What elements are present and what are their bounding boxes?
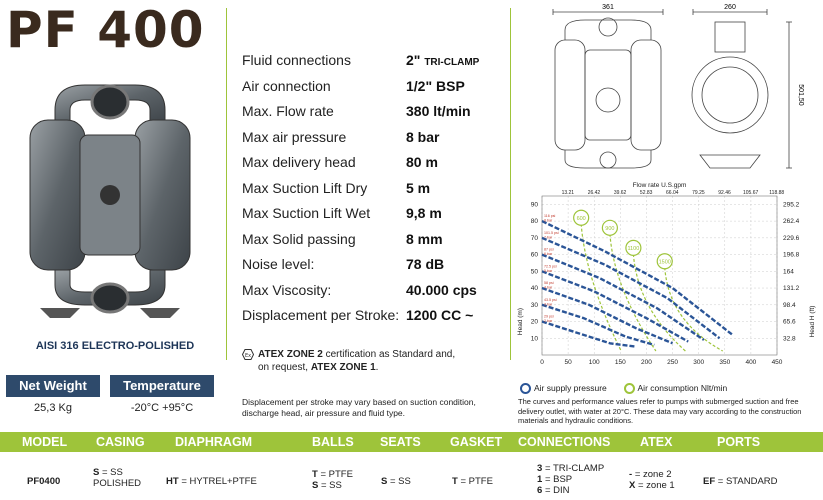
temperature-header: Temperature — [110, 375, 214, 397]
y-right-tick-label: 65.6 — [783, 318, 796, 326]
y-tick-label: 30 — [530, 301, 538, 309]
net-weight-header: Net Weight — [6, 375, 100, 397]
x-top-tick-label: 66.04 — [666, 190, 679, 196]
series-label: 8 bar — [544, 218, 553, 223]
x-top-tick-label: 92.46 — [718, 190, 731, 196]
series-label: 6 bar — [544, 252, 553, 257]
x-tick-label: 350 — [719, 359, 731, 366]
code-header-seats: SEATS — [380, 435, 421, 449]
x-top-axis-title: Flow rate U.S.gpm — [632, 182, 687, 189]
y-right-tick-label: 196.8 — [783, 251, 800, 259]
consumption-label: 600 — [576, 215, 586, 222]
net-weight-value: 25,3 Kg — [34, 402, 72, 414]
code-header-casing: CASING — [96, 435, 145, 449]
code-header-model: MODEL — [22, 435, 68, 449]
x-tick-label: 0 — [540, 359, 544, 366]
series-label: 2 bar — [544, 319, 553, 324]
series-label: 7 bar — [544, 235, 553, 240]
code-header-diaphragm: DIAPHRAGM — [175, 435, 253, 449]
code-balls: T = PTFE S = SS — [312, 469, 353, 491]
y-tick-label: 20 — [530, 318, 538, 326]
series-label: 58 psi — [544, 281, 554, 286]
x-tick-label: 150 — [614, 359, 626, 366]
code-diaphragm: HT = HYTREL+PTFE — [166, 476, 257, 487]
temperature-value: -20°C +95°C — [130, 402, 194, 414]
series-label: 72.5 psi — [544, 264, 557, 269]
x-top-tick-label: 52.83 — [639, 190, 653, 196]
x-top-tick-label: 79.25 — [692, 190, 705, 196]
drawing-height-dim: 501,50 — [797, 84, 804, 106]
y-tick-label: 40 — [530, 285, 538, 293]
series-label: 87 psi — [544, 247, 554, 252]
x-tick-label: 100 — [588, 359, 600, 366]
y-right-axis-title: Head H (ft) — [809, 305, 816, 338]
series-label: 5 bar — [544, 268, 553, 273]
x-tick-label: 250 — [667, 359, 678, 366]
atex-hexagon-icon — [242, 349, 254, 360]
series-label: 29 psi — [544, 314, 554, 319]
y-right-tick-label: 164 — [783, 268, 794, 276]
curve-note: The curves and performance values refer to pumps with submerged suction and free delivery outlet, with water at 20°C. These data may vary according to the construction materials and hydraulic conditions. — [518, 397, 802, 425]
x-top-tick-label: 105.67 — [742, 190, 759, 196]
consumption-label: 1500 — [658, 259, 671, 266]
pressure-legend-icon — [520, 383, 531, 394]
x-top-tick-label: 13.21 — [561, 190, 575, 196]
series-label: 43.5 psi — [544, 297, 557, 302]
consumption-legend-icon — [624, 383, 635, 394]
x-tick-label: 450 — [771, 359, 783, 366]
y-tick-label: 90 — [530, 201, 538, 209]
chart-legend — [520, 383, 727, 394]
code-model: PF0400 — [27, 476, 61, 487]
pump-photo — [10, 80, 210, 320]
code-header-bar — [0, 432, 823, 452]
code-header-atex: ATEX — [640, 435, 673, 449]
code-seats: S = SS — [381, 476, 411, 487]
series-label: 101.5 psi — [544, 230, 559, 235]
y-tick-label: 10 — [530, 335, 538, 343]
code-gasket: T = PTFE — [452, 476, 493, 487]
x-top-tick-label: 26.42 — [587, 190, 601, 196]
legend-pressure-label: Air supply pressure — [534, 383, 607, 393]
y-tick-label: 50 — [530, 268, 538, 276]
y-right-tick-label: 131.2 — [783, 285, 800, 293]
consumption-label: 900 — [605, 225, 615, 232]
code-connections: 3 = TRI-CLAMP 1 = BSP 6 = DIN — [537, 463, 605, 496]
performance-chart — [512, 180, 823, 380]
y-tick-label: 80 — [530, 218, 538, 226]
code-casing: S = SS POLISHED — [93, 467, 142, 489]
y-right-tick-label: 295.2 — [783, 201, 800, 209]
code-header-connections: CONNECTIONS — [518, 435, 611, 449]
series-label: 4 bar — [544, 285, 553, 290]
dimension-drawing — [525, 0, 823, 178]
column-divider-right — [510, 8, 511, 360]
column-divider-left — [226, 8, 227, 360]
x-tick-label: 400 — [745, 359, 757, 366]
legend-consumption-label: Air consumption Nlt/min — [637, 383, 728, 393]
consumption-label: 1100 — [627, 245, 640, 252]
code-header-ports: PORTS — [717, 435, 761, 449]
x-tick-label: 200 — [641, 359, 652, 366]
x-tick-label: 50 — [564, 359, 572, 366]
svg-text:Ex: Ex — [244, 353, 252, 359]
drawing-width-dim: 361 — [602, 4, 614, 11]
y-right-tick-label: 229.6 — [783, 234, 800, 242]
y-right-tick-label: 98.4 — [783, 301, 796, 309]
code-header-balls: BALLS — [312, 435, 354, 449]
code-ports: EF = STANDARD — [703, 476, 778, 487]
product-title: PF 400 — [6, 1, 205, 59]
x-tick-label: 300 — [693, 359, 705, 366]
material-label: AISI 316 ELECTRO-POLISHED — [35, 340, 195, 352]
y-axis-title: Head (m) — [517, 307, 524, 336]
code-header-gasket: GASKET — [450, 435, 503, 449]
y-tick-label: 60 — [530, 251, 538, 259]
y-right-tick-label: 262.4 — [783, 218, 800, 226]
y-right-tick-label: 32.8 — [783, 335, 796, 343]
atex-note: Ex ATEX ZONE 2 certification as Standard and, on request, ATEX ZONE 1. — [242, 348, 512, 374]
drawing-side-dim: 260 — [724, 4, 736, 11]
series-label: 3 bar — [544, 302, 553, 307]
x-top-tick-label: 39.62 — [613, 190, 627, 196]
x-top-tick-label: 118.88 — [769, 190, 785, 196]
series-label: 116 psi — [544, 214, 556, 219]
displacement-note: Displacement per stroke may vary based on suction condition, discharge head, air pressure and fluid type. — [242, 397, 476, 418]
y-tick-label: 70 — [530, 234, 538, 242]
code-atex: - = zone 2 X = zone 1 — [629, 469, 675, 491]
